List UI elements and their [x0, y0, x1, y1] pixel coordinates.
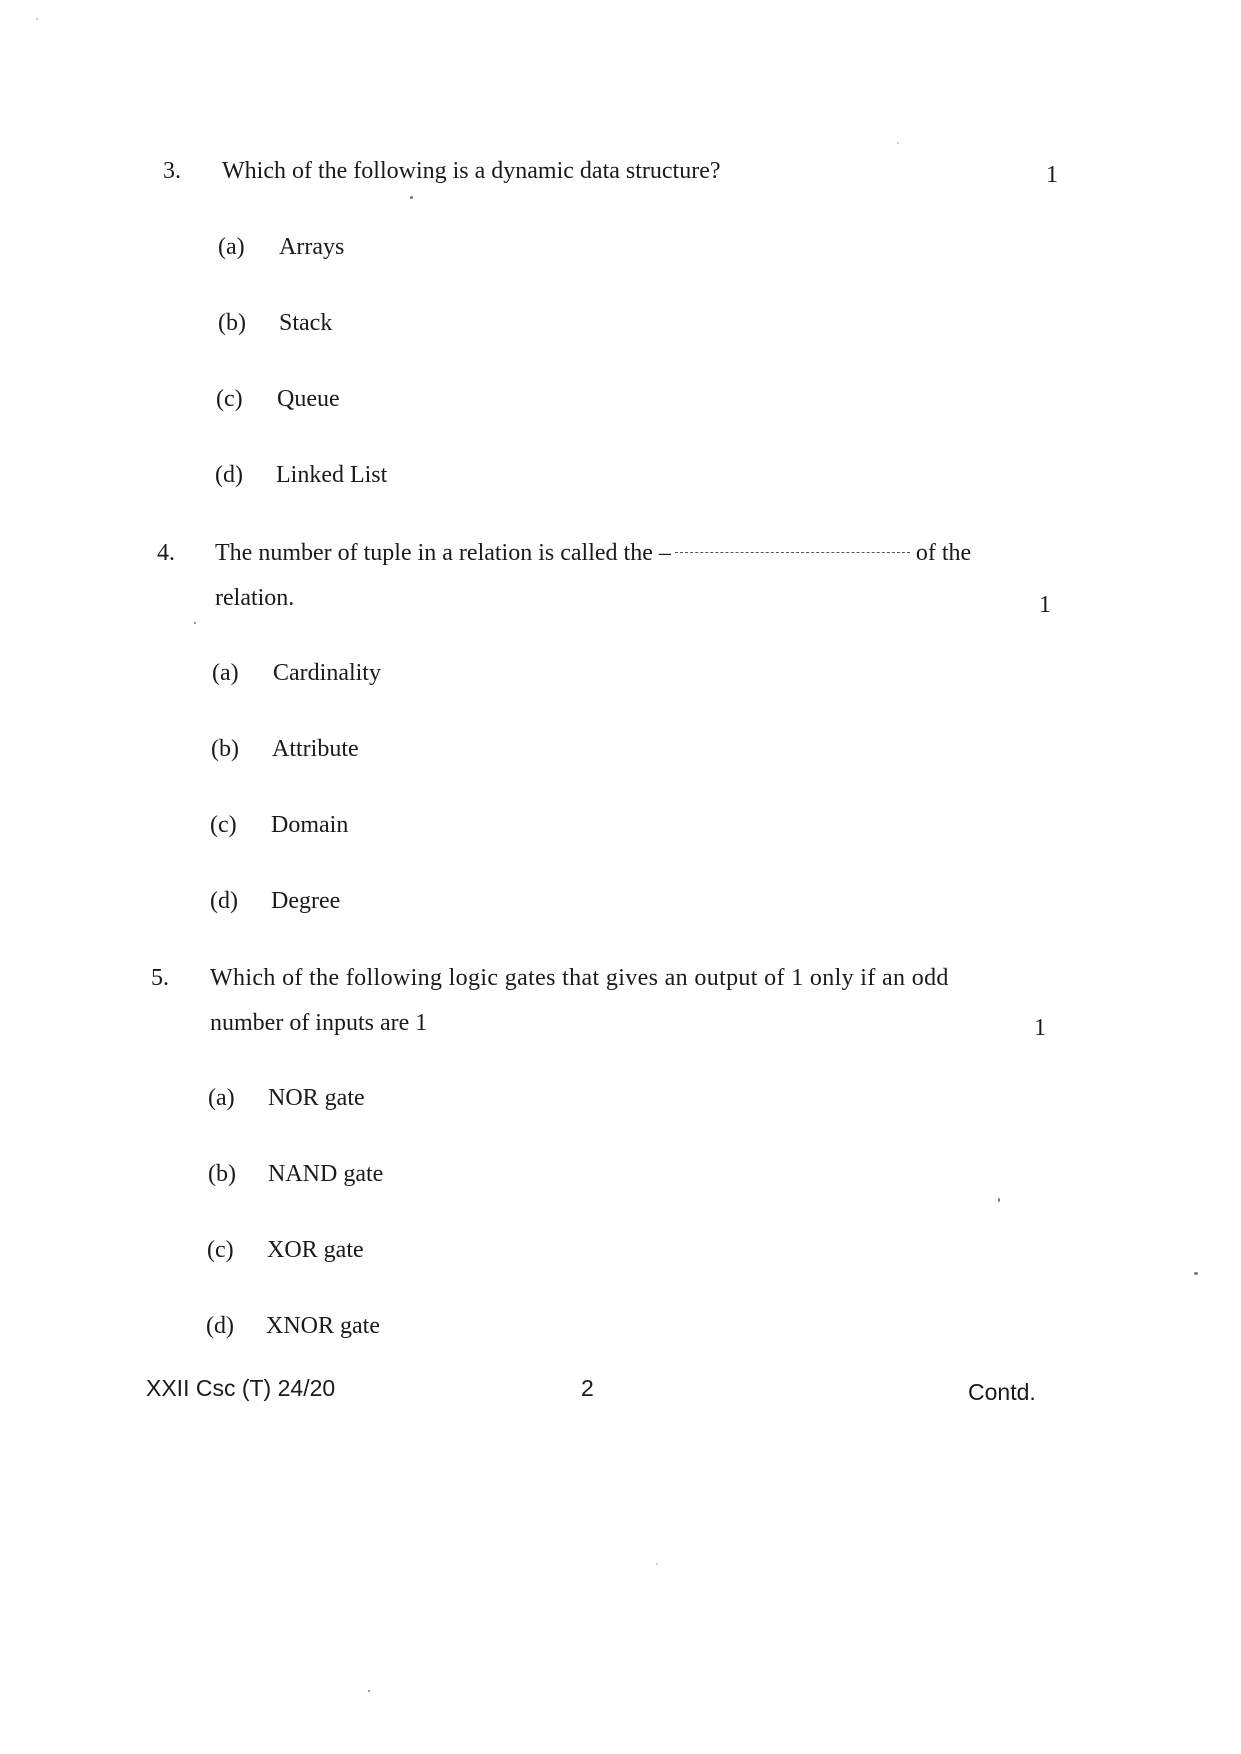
option-text: Attribute — [272, 736, 359, 762]
option-label: (b) — [218, 310, 246, 336]
question-text-before-blank: The number of tuple in a relation is called the — [215, 540, 653, 566]
question-text-line1: Which of the following logic gates that gives an output of 1 only if an odd — [210, 965, 949, 991]
scan-speck — [36, 18, 38, 20]
scan-speck — [998, 1198, 1000, 1202]
option-text: Queue — [277, 386, 340, 412]
option-text: Cardinality — [273, 660, 381, 686]
question-number: 3. — [163, 158, 181, 184]
option-label: (d) — [210, 888, 238, 914]
option-text: NAND gate — [268, 1161, 384, 1187]
fill-in-blank — [675, 552, 910, 553]
question-marks: 1 — [1034, 1015, 1046, 1041]
option-label: (c) — [207, 1237, 234, 1263]
scan-speck — [194, 622, 196, 624]
question-number: 5. — [151, 965, 169, 991]
scan-speck — [897, 142, 899, 144]
option-label: (d) — [215, 462, 243, 488]
question-text: Which of the following is a dynamic data structure? — [222, 158, 721, 184]
option-text: XNOR gate — [266, 1313, 380, 1339]
option-label: (c) — [216, 386, 243, 412]
option-text: Domain — [271, 812, 349, 838]
option-text: XOR gate — [267, 1237, 364, 1263]
option-label: (c) — [210, 812, 237, 838]
option-label: (a) — [212, 660, 239, 686]
option-text: Degree — [271, 888, 341, 914]
option-label: (a) — [208, 1085, 235, 1111]
question-marks: 1 — [1039, 592, 1051, 618]
scan-speck — [410, 196, 413, 199]
option-text: NOR gate — [268, 1085, 365, 1111]
scan-speck — [656, 1563, 658, 1565]
option-label: (a) — [218, 234, 245, 260]
question-text-after-blank: of the — [915, 540, 972, 566]
page-number: 2 — [581, 1375, 594, 1401]
scan-speck — [368, 1690, 370, 1692]
scan-speck — [1194, 1272, 1198, 1275]
question-text-line1: The number of tuple in a relation is called the – of the — [215, 540, 972, 566]
question-marks: 1 — [1046, 162, 1058, 188]
contd-label: Contd. — [968, 1379, 1036, 1405]
question-text-line2: relation. — [215, 585, 295, 611]
option-text: Arrays — [279, 234, 345, 260]
option-label: (d) — [206, 1313, 234, 1339]
option-label: (b) — [211, 736, 239, 762]
question-text-line2: number of inputs are 1 — [210, 1010, 428, 1036]
option-text: Linked List — [276, 462, 388, 488]
option-label: (b) — [208, 1161, 236, 1187]
paper-code: XXII Csc (T) 24/20 — [146, 1375, 336, 1401]
question-number: 4. — [157, 540, 175, 566]
option-text: Stack — [279, 310, 333, 336]
